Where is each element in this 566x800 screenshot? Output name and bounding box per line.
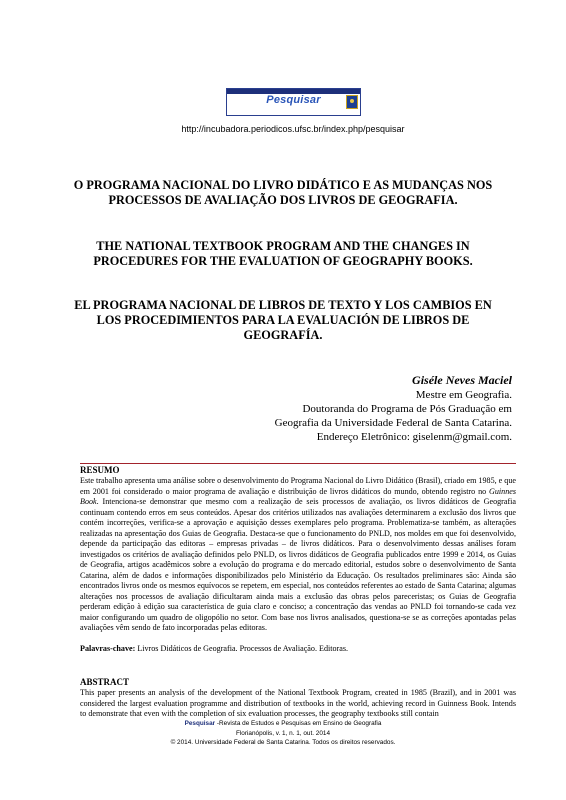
footer-citation: Florianópolis, v. 1, n. 1, out. 2014: [235, 729, 331, 737]
university-seal-icon: [346, 95, 358, 109]
author-block: [275, 373, 512, 444]
journal-banner-logo: [226, 88, 361, 116]
title-spanish: EL PROGRAMA NACIONAL DE LIBROS DE TEXTO Y LOS CAMBIOS EN LOS PROCEDIMIENTOS PARA LA EVALUACIÓN DE LIBROS DE GEOGRAFÍA.: [74, 298, 492, 342]
journal-url[interactable]: http://incubadora.periodicos.ufsc.br/index.php/pesquisar: [181, 124, 405, 134]
keywords-label: Palavras-chave:: [80, 644, 136, 653]
section-divider: [80, 463, 516, 464]
author-degree: Mestre em Geografia.: [415, 389, 512, 401]
resumo-text-part2: . Intenciona-se demonstrar que mesmo com a realização de seis processos de avaliação, os livros didáticos de Geografia continuam contendo erros em seus conteúdos. Apesar dos critérios utilizados nas avaliações determinarem a exclusão dos livros que contém incorreções, verifica-se a aprovação e aquisição desses exemplares pelo programa. Problematiza-se também, as alterações realizadas na apresentação dos Guias de Geografia. Destaca-se que o funcionamento do PNLD, nos moldes em que foi desenvolvido, depende da participação das editoras – empresas privadas – de livros didáticos. Para o desenvolvimento dessas análises foram investigados os critérios de avaliação definidos pelo PNLD, os livros didáticos de Geografia publicados entre 1999 e 2014, os Guias de Geografia, artigos acadêmicos sobre a evolução do programa e do mercado editorial, estudos sobre o desenvolvimento de Santa Catarina, além de dados e informações disponibilizados pelo Ministério da Educação. Os resultados preliminares são: Ainda são encontrados livros onde os mesmos equívocos se repetem, em especial, nos conteúdos referentes ao estado de Santa Catarina; algumas alterações nos processos de avaliação dificultaram ainda mais a exclusão das obras pelos pareceristas; os Guias de Geografia perderam edição à edição sua característica de guia claro e conciso; a concentração das vendas ao PNLD foi tornando-se cada vez maior configurando um quadro de oligopólio no setor. Com base nos livros analisados, questiona-se se as correções apontadas pelas avaliações vêm sendo de fato incorporadas pelas editoras.: [80, 497, 516, 632]
footer-journal-line: [0, 719, 566, 729]
keywords-value: Livros Didáticos de Geografia. Processos de Avaliação. Editoras.: [135, 644, 348, 653]
journal-logo-wordmark: Pesquisar: [266, 94, 321, 106]
author-university: Geografia da Universidade Federal de Santa Catarina.: [274, 417, 512, 429]
title-portuguese: O PROGRAMA NACIONAL DO LIVRO DIDÁTICO E AS MUDANÇAS NOS PROCESSOS DE AVALIAÇÃO DOS LIVROS DE GEOGRAFIA.: [73, 178, 493, 207]
author-email: Endereço Eletrônico: giselenm@gmail.com.: [316, 431, 512, 443]
author-name: Giséle Neves Maciel: [412, 373, 512, 387]
resumo-heading: RESUMO: [80, 465, 120, 475]
resumo-text: [80, 476, 516, 634]
title-english: THE NATIONAL TEXTBOOK PROGRAM AND THE CHANGES IN PROCEDURES FOR THE EVALUATION OF GEOGRAPHY BOOKS.: [93, 239, 473, 268]
resumo-text-emphasis: Guinnes Book: [80, 486, 516, 506]
footer-journal-name: Pesquisar: [184, 720, 216, 727]
resumo-text-part1: Este trabalho apresenta uma análise sobre o desenvolvimento do Programa Nacional do Livro Didático (Brasil), criado em 1985, e que em 2001 foi considerado o maior programa de avaliação e distribuição de livros didáticos do mundo, obtendo registro no: [80, 476, 516, 496]
footer-journal-desc: -Revista de Estudos e Pesquisas em Ensino de Geografia: [215, 720, 382, 727]
footer-copyright: © 2014. Universidade Federal de Santa Catarina. Todos os direitos reservados.: [170, 739, 396, 746]
author-program: Doutoranda do Programa de Pós Graduação em: [302, 403, 512, 415]
abstract-heading: ABSTRACT: [80, 677, 130, 687]
keywords-line: [80, 644, 348, 653]
abstract-text: This paper presents an analysis of the development of the National Textbook Program, created in 1985 (Brazil), and in 2001 was considered the largest evaluation programme and distribution of textbooks in the world, achieving record in Guinness Book. Intends to demonstrate that even with the completion of six evaluation processes, the geography textbooks still contain: [80, 688, 516, 718]
